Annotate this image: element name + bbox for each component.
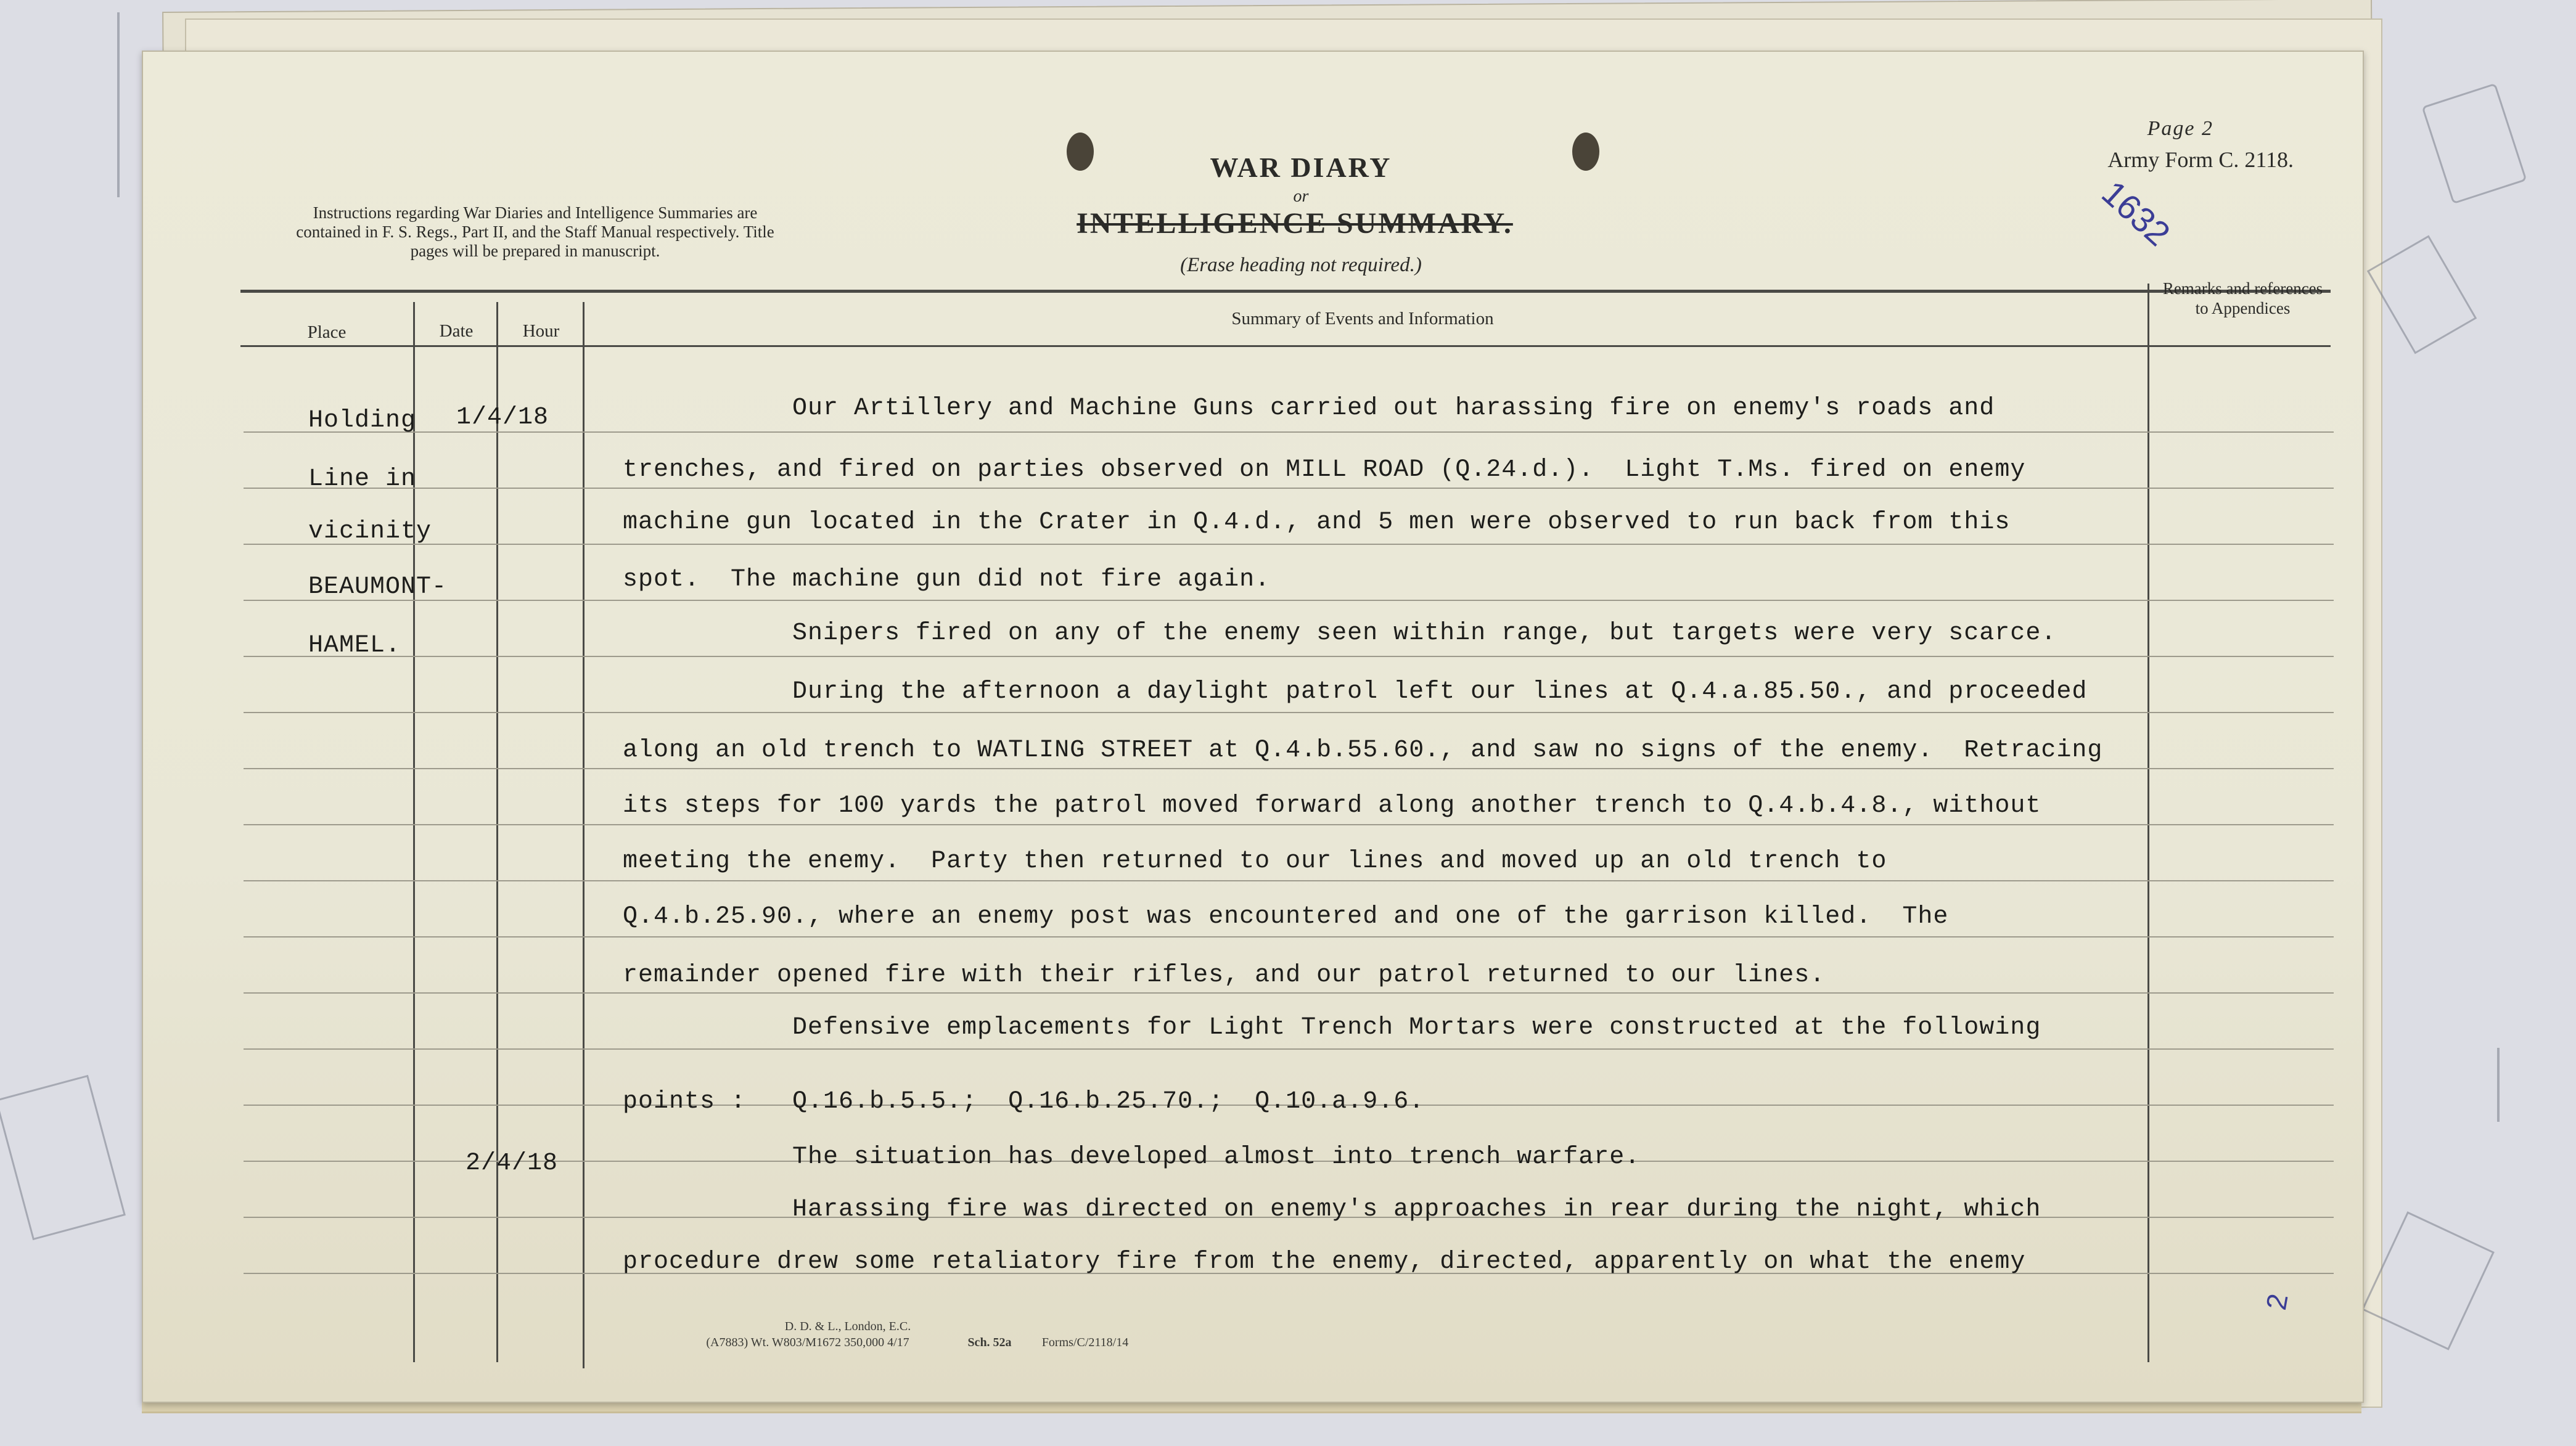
place-line: BEAUMONT- [308, 573, 448, 601]
ruled-line [244, 1048, 2334, 1050]
place-line: HAMEL. [308, 632, 401, 660]
ruled-line [244, 656, 2334, 657]
forms-code: Forms/C/2118/14 [1041, 1336, 1129, 1349]
pencil-sketch [0, 1075, 126, 1240]
ruled-line [244, 544, 2334, 545]
entry-date: 1/4/18 [456, 404, 549, 431]
summary-line: The situation has developed almost into trench warfare. [792, 1143, 1641, 1171]
summary-line: Our Artillery and Machine Guns carried out harassing fire on enemy's roads and [792, 394, 1995, 422]
col-header-place: Place [307, 322, 347, 342]
title-or: or [1293, 187, 1309, 206]
ruled-line [244, 992, 2334, 994]
entry-date: 2/4/18 [466, 1150, 559, 1177]
summary-line: meeting the enemy. Party then returned to our lines and moved up an old trench to [623, 848, 1887, 875]
ruled-line [244, 880, 2334, 881]
ruled-line [244, 488, 2334, 489]
table-top-rule [240, 290, 2331, 293]
summary-line: procedure drew some retaliatory fire from the enemy, directed, apparently on what the enemy [623, 1248, 2026, 1276]
col-divider [2147, 284, 2149, 1362]
printer-imprint: D. D. & L., London, E.C. [784, 1320, 911, 1333]
summary-line: Snipers fired on any of the enemy seen within range, but targets were very scarce. [792, 619, 2057, 647]
punch-hole [1067, 133, 1094, 171]
col-header-summary: Summary of Events and Information [1231, 309, 1494, 329]
erase-note: (Erase heading not required.) [1180, 254, 1422, 276]
place-line: vicinity [308, 518, 432, 545]
col-header-remarks: Remarks and references to Appendices [2162, 279, 2323, 317]
summary-line: During the afternoon a daylight patrol left our lines at Q.4.a.85.50., and proceeded [792, 678, 2088, 706]
summary-line: points : Q.16.b.5.5.; Q.16.b.25.70.; Q.10.a.9.6. [623, 1088, 1425, 1116]
pencil-sketch [117, 12, 138, 197]
summary-line: trenches, and fired on parties observed on MILL ROAD (Q.24.d.). Light T.Ms. fired on enemy [623, 456, 2026, 484]
pencil-sketch [2367, 235, 2477, 354]
ruled-line [244, 824, 2334, 825]
instructions-text: Instructions regarding War Diaries and Intelligence Summaries are contained in F. S. Regs., Part II, and the Staff Manual respectively. Title pages will be prepared in manuscript. [296, 203, 774, 260]
summary-line: Q.4.b.25.90., where an enemy post was encountered and one of the garrison killed. The [623, 903, 1949, 931]
summary-line: Defensive emplacements for Light Trench Mortars were constructed at the following [792, 1014, 2041, 1042]
intelligence-summary-title: INTELLIGENCE SUMMARY. [1077, 207, 1513, 240]
ruled-line [244, 431, 2334, 433]
place-line: Holding [308, 407, 417, 435]
summary-line: its steps for 100 yards the patrol moved forward along another trench to Q.4.b.4.8., without [623, 792, 2041, 820]
col-divider [413, 302, 415, 1362]
folio-mark: 2 [2259, 1291, 2294, 1313]
summary-line: spot. The machine gun did not fire again. [623, 566, 1271, 594]
schedule-code: Sch. 52a [967, 1336, 1012, 1349]
print-code: (A7883) Wt. W803/M1672 350,000 4/17 [706, 1336, 909, 1349]
summary-line: remainder opened fire with their rifles, and our patrol returned to our lines. [623, 962, 1826, 989]
col-header-date: Date [439, 321, 474, 341]
summary-line: machine gun located in the Crater in Q.4.d., and 5 men were observed to run back from this [623, 509, 2011, 536]
page-label: Page 2 [2147, 117, 2213, 140]
place-line: Line in [308, 465, 417, 493]
ruled-line [244, 936, 2334, 937]
ruled-line [244, 712, 2334, 713]
punch-hole [1572, 133, 1599, 171]
col-divider [583, 302, 585, 1368]
header-bottom-rule [240, 345, 2331, 347]
war-diary-title: WAR DIARY [1210, 152, 1392, 183]
summary-line: along an old trench to WATLING STREET at Q.4.b.55.60., and saw no signs of the enemy. Retracing [623, 737, 2103, 764]
pencil-sketch [2421, 83, 2527, 205]
ruled-line [244, 600, 2334, 601]
ruled-line [244, 768, 2334, 769]
army-form-label: Army Form C. 2118. [2107, 147, 2294, 172]
summary-line: Harassing fire was directed on enemy's approaches in rear during the night, which [792, 1196, 2041, 1223]
stamp-number: 1632 [2094, 173, 2178, 253]
col-header-hour: Hour [522, 321, 560, 341]
col-divider [496, 302, 498, 1362]
pencil-sketch [2497, 1048, 2504, 1122]
